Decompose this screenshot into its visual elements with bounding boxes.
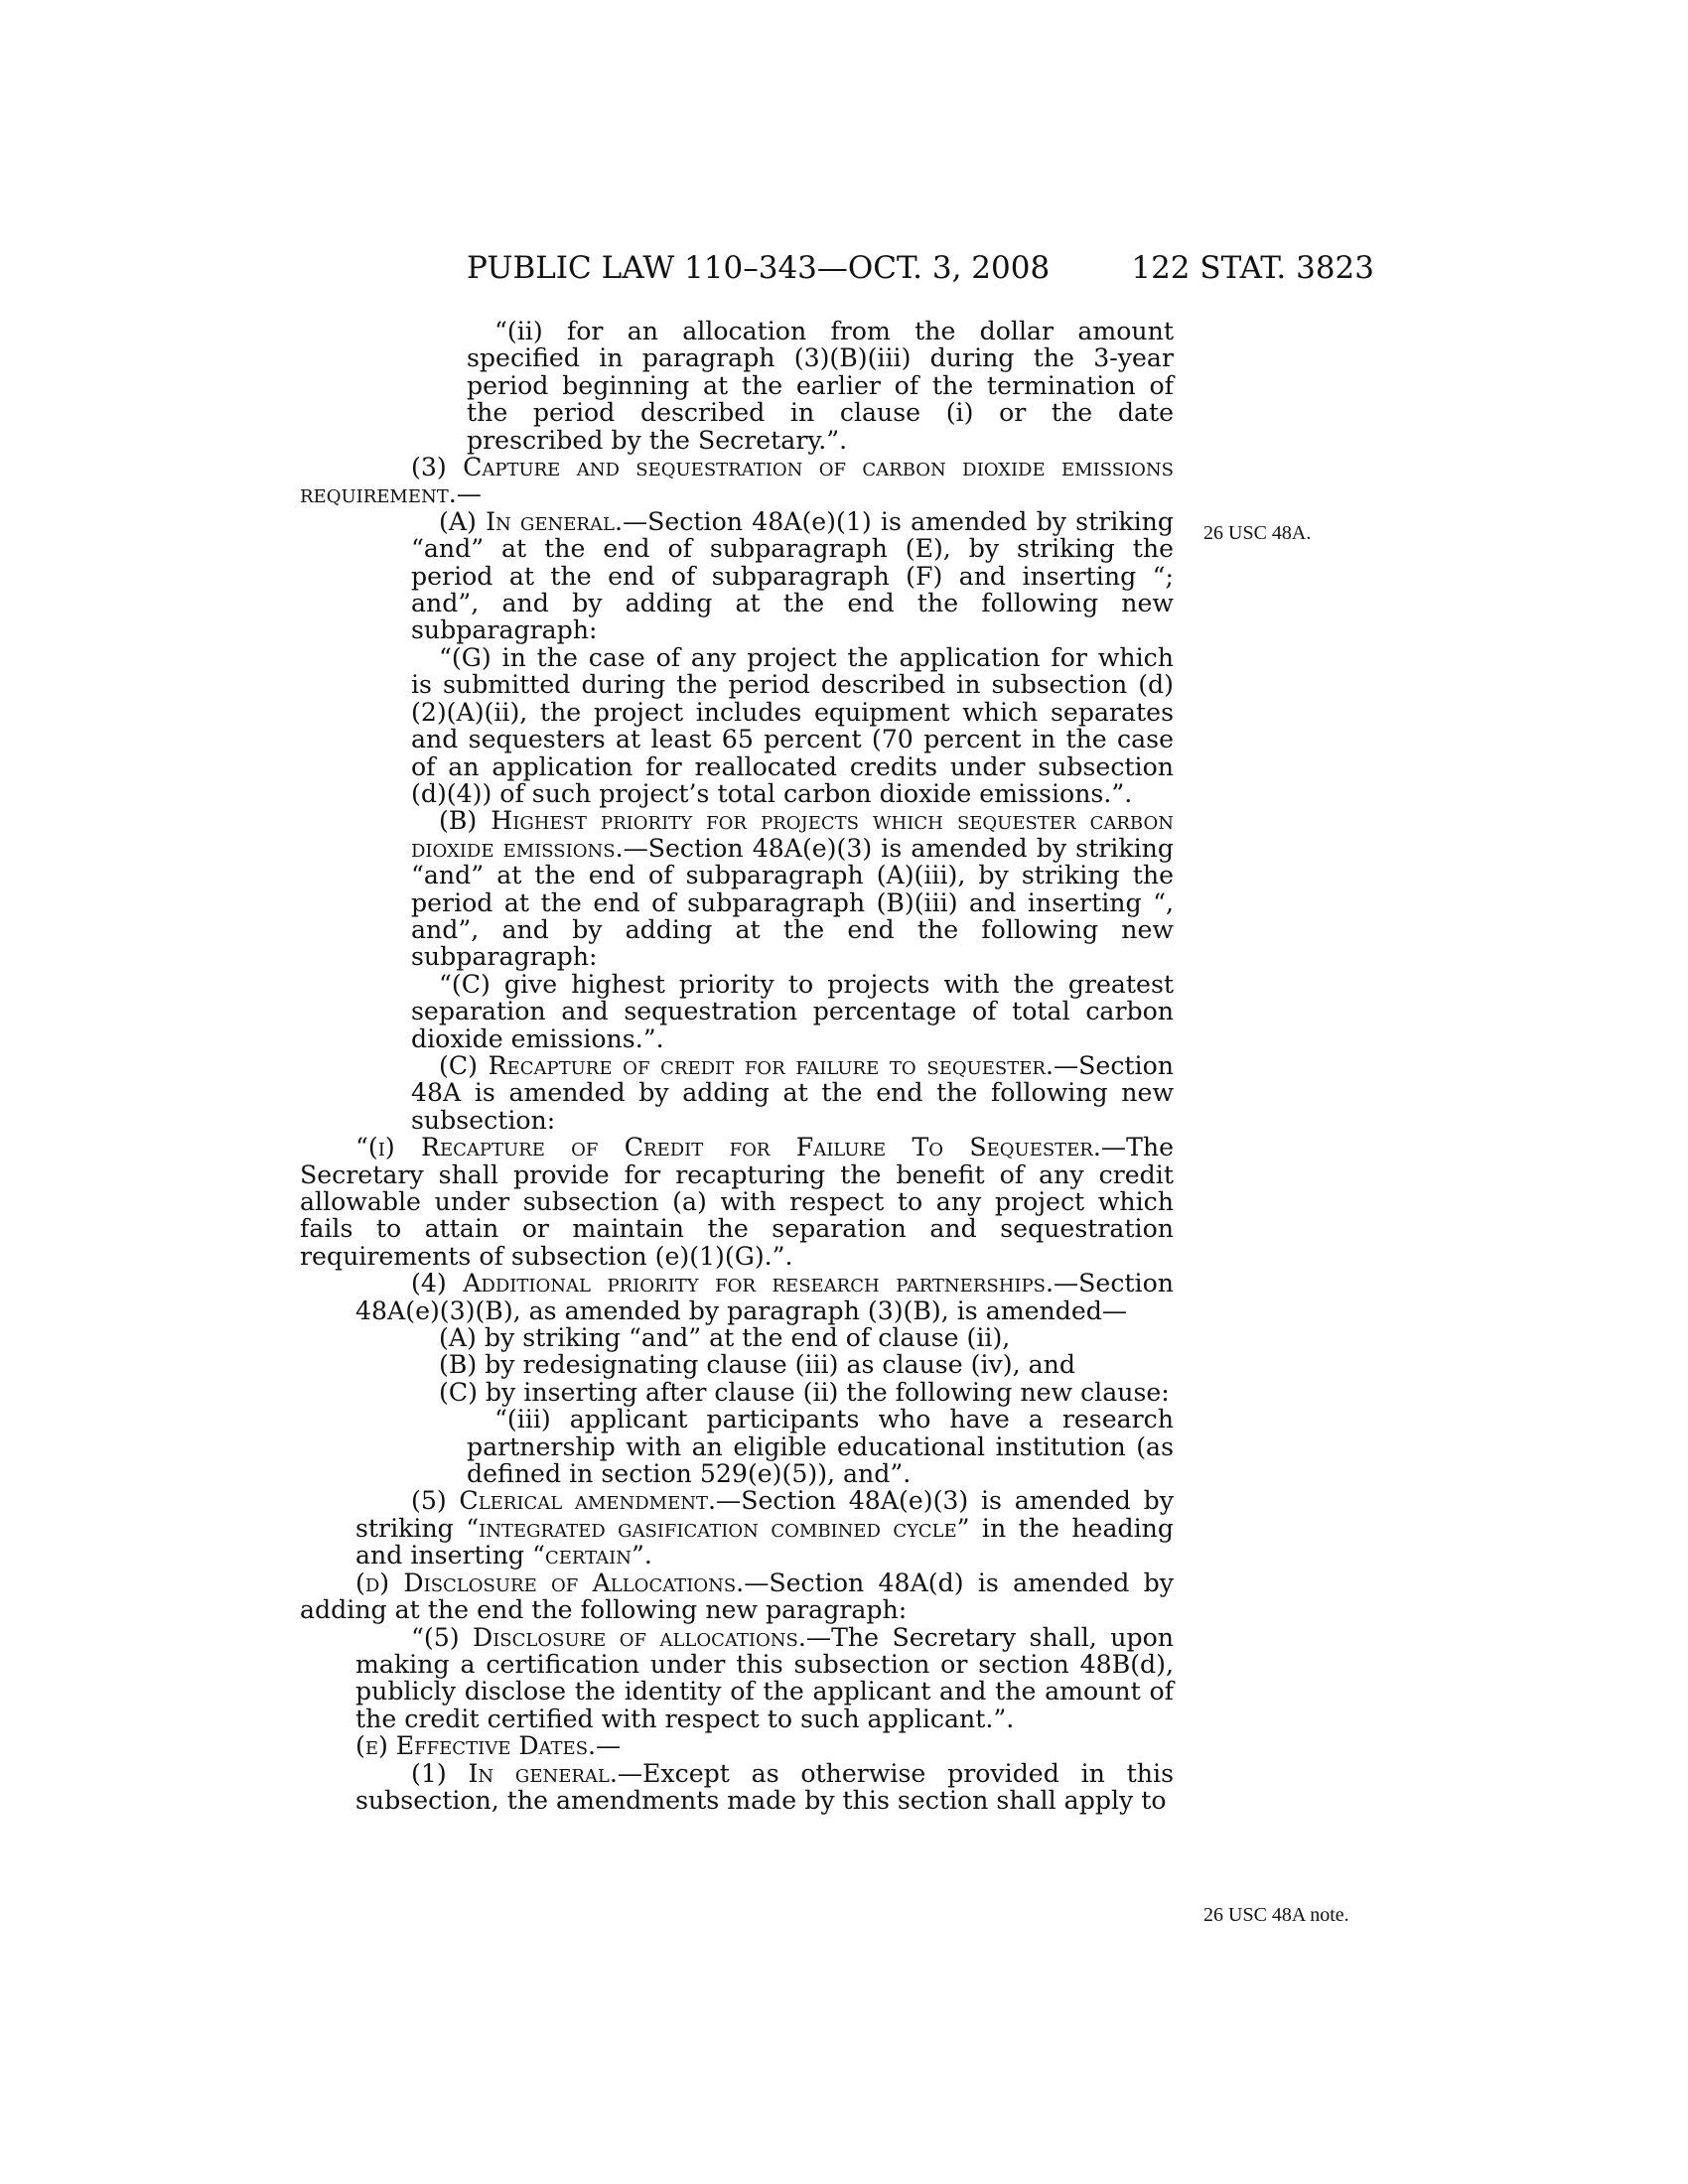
subsection-i-heading: “(i) Recapture of Credit for Failure To Sequester.	[355, 1133, 1101, 1162]
paragraph-5-text-b: ” in the heading and inserting “	[355, 1513, 1175, 1570]
running-head-stat-page: 122 STAT. 3823	[1131, 250, 1374, 286]
paragraph-5-inserted-word: certain	[544, 1541, 632, 1570]
paragraph-5-text-a: —Section 48A(e)(3) is amended by striking “	[355, 1486, 1174, 1543]
subparagraph-c-heading: (C) Recapture of credit for failure to sequester.	[439, 1050, 1054, 1080]
paragraph-5-disclosure-quote	[300, 1624, 1174, 1733]
subsection-i-text: —The Secretary shall provide for recapturing the benefit of any credit allowable under subsection (a) with respect to any project which fails to attain or maintain the separation and sequestration requirements of subsection (e)(1)(G).”.	[300, 1133, 1174, 1271]
paragraph-5	[300, 1487, 1174, 1569]
paragraph-3-heading-text: (3) Capture and sequestration of carbon dioxide emissions requirement.—	[300, 453, 1174, 509]
subsection-d	[300, 1570, 1174, 1624]
paragraph-3-heading	[300, 454, 1174, 508]
paragraph-1-general	[300, 1760, 1174, 1815]
paragraph-1-general-heading: (1) In general.	[411, 1758, 618, 1788]
clause-iii-quote: “(iii) applicant participants who have a research partnership with an eligible educational institution (as defined in section 529(e)(5)), and”.	[467, 1405, 1174, 1489]
paragraph-5-disclosure-heading: “(5) Disclosure of allocations.	[411, 1622, 806, 1652]
paragraph-5-heading: (5) Clerical amendment.	[411, 1486, 717, 1516]
subparagraph-c	[300, 1052, 1174, 1134]
clause-b: (B) by redesignating clause (iii) as clause (iv), and	[439, 1350, 1075, 1380]
subparagraph-a-heading: (A) In general.	[439, 506, 623, 536]
paragraph-5-text-c: ”.	[631, 1541, 652, 1570]
paragraph-5-quoted-heading: integrated gasification combined cycle	[479, 1513, 957, 1543]
subsection-d-text: —Section 48A(d) is amended by adding at the end the following new paragraph:	[300, 1568, 1174, 1625]
paragraph-4	[300, 1270, 1174, 1324]
subparagraph-b	[300, 807, 1174, 970]
running-head-title: PUBLIC LAW 110–343—OCT. 3, 2008	[467, 250, 1051, 286]
subparagraph-c-text: —Section 48A is amended by adding at the end the following new subsection:	[411, 1050, 1174, 1135]
clause-c: (C) by inserting after clause (ii) the following new clause:	[439, 1377, 1170, 1407]
subparagraph-b-text: —Section 48A(e)(3) is amended by striking “and” at the end of subparagraph (A)(iii), by striking the period at the end of subparagraph (B)(iii) and inserting “, and”, and by adding at the end the following new subparagraph:	[411, 833, 1174, 972]
subparagraph-a	[300, 508, 1174, 644]
body-text	[300, 318, 1174, 1814]
subparagraph-g-quote: “(G) in the case of any project the application for which is submitted during the period described in subsection (d)(2)(A)(ii), the project includes equipment which separates and sequesters at least 65 percent (70 percent in the case of an application for reallocated credits under subsection (d)(4)) of such project’s total carbon dioxide emissions.”.	[411, 642, 1174, 808]
paragraph-4-text: —Section 48A(e)(3)(B), as amended by paragraph (3)(B), is amended—	[355, 1269, 1174, 1325]
subsection-e-heading-text: (e) Effective Dates.—	[355, 1731, 622, 1761]
paragraph-1-general-text: —Except as otherwise provided in this subsection, the amendments made by this section shall apply to	[355, 1758, 1175, 1815]
paragraph-ii-allocation: “(ii) for an allocation from the dollar amount specified in paragraph (3)(B)(iii) during the 3-year period beginning at the earlier of the termination of the period described in clause (i) or the date prescribed by the Secretary.”.	[467, 317, 1174, 455]
clause-a: (A) by striking “and” at the end of clause (ii),	[439, 1323, 1011, 1353]
paragraph-4-heading: (4) Additional priority for research partnerships.	[411, 1269, 1054, 1298]
subparagraph-c-quote: “(C) give highest priority to projects with the greatest separation and sequestration percentage of total carbon dioxide emissions.”.	[411, 969, 1174, 1053]
subsection-d-heading: (d) Disclosure of Allocations.	[355, 1568, 745, 1597]
subsection-e-heading	[300, 1732, 1174, 1759]
subsection-i-quote	[300, 1134, 1174, 1270]
margin-note-2: 26 USC 48A note.	[1203, 1904, 1349, 1926]
subparagraph-a-text: —Section 48A(e)(1) is amended by striking “and” at the end of subparagraph (E), by striking the period at the end of subparagraph (F) and inserting “; and”, and by adding at the end the following new subparagraph:	[411, 506, 1174, 645]
margin-note-1: 26 USC 48A.	[1203, 522, 1312, 544]
subparagraph-b-heading: (B) Highest priority for projects which sequester carbon dioxide emissions.	[411, 806, 1174, 863]
paragraph-5-disclosure-text: —The Secretary shall, upon making a certification under this subsection or section 48B(d), publicly disclose the identity of the applicant and the amount of the credit certified with respect to such applicant.”.	[355, 1622, 1174, 1733]
